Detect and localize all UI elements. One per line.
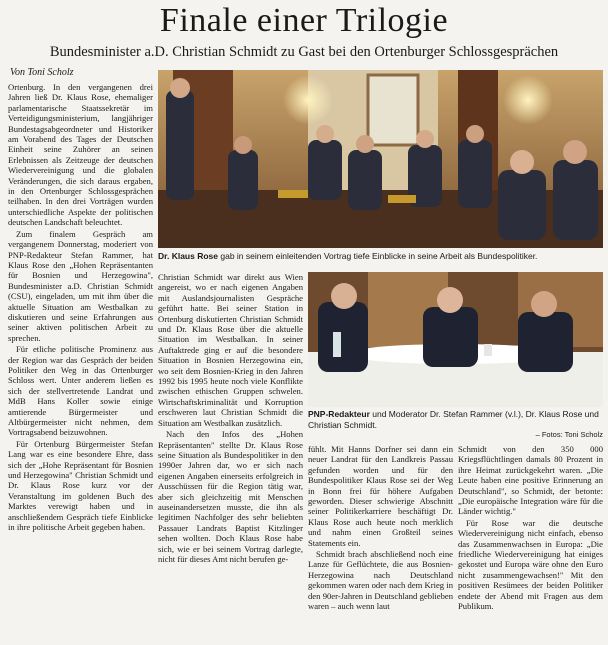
caption-photo-lecture [158, 251, 603, 262]
column-3 [308, 444, 453, 644]
photo-lecture [158, 70, 603, 248]
caption-bold: Dr. Klaus Rose [158, 251, 218, 261]
paragraph: Für Ortenburg Bürgermeister Stefan Lang war es eine besondere Ehre, dass sich der „Hohe Repräsentant für Bosnien und Herzegowina" Christian Schmidt und Dr. Klaus Rose kurz vor der Veranstaltung im goldenen Buch des Marktes verewigt haben und in anschließendem Gespräch tiefe Einblicke in ihre politische Arbeit gegeben haben. [8, 438, 153, 533]
caption-text: gab in seinem einleitenden Vortrag tiefe Einblicke in seine Arbeit als Bundespolitiker. [218, 251, 538, 261]
photo-panel-image [308, 272, 603, 407]
caption-bold: PNP-Redakteur [308, 409, 370, 419]
caption-text: und Moderator Dr. Stefan Rammer (v.l.), Dr. Klaus Rose und Christian Schmidt. [308, 409, 599, 430]
caption-photo-panel [308, 409, 603, 441]
byline: Von Toni Scholz [10, 67, 74, 78]
paragraph: Nach den Infos des „Hohen Repräsentanten" stellte Dr. Klaus Rose seine Situation als Bundespolitiker in den 1990er Jahren dar, wo er sich nach eigenen Angaben einerseits erfolgreich in Ausschüssen für die Region tätig war, aber sich gleichzeitig mit Menschen auseinandersetzen musste, die ihn als legitimen Nachfolger des sehr beliebten Passauer Landrats Baptist Kitzlinger sehen wollten. Doch Klaus Rose habe sich, wie er bei seinem Vortrag darlegte, nicht für dieses Amt nicht berufen ge- [158, 429, 303, 564]
paragraph: Zum finalem Gespräch am vergangenem Donnerstag, moderiert von PNP-Redakteur Stefan Rammer, hat Klaus Rose den „Hohen Repräsentanten für Bosnien und Herzegowina", Bundesminister a.D. Christian Schmidt (CSU), eingeladen, um mit ihm über die aktuelle Situation am Westbalkan zu diskutieren und seine Erfahrungen aus seiner aktiven politischen Arbeit zu sprechen. [8, 228, 153, 343]
column-2 [158, 272, 303, 642]
headline: Finale einer Trilogie [159, 2, 449, 39]
paragraph: fühlt. Mit Hanns Dorfner sei dann ein neuer Landrat für den Landkreis Passau gefunden worden und für den Bundespolitiker Klaus Rose sei der Weg in Bonn frei für höhere Aufgaben geworden. Dieser schwierige Abschnitt seiner Politikerkarriere beschäftigt Dr. Klaus Rose auch heute noch merklich und nahm einen Großteil seines Statements ein. [308, 444, 453, 548]
paragraph: Schmidt brach abschließend noch eine Lanze für Geflüchtete, die aus Bosnien-Herzegowina nach Deutschland gekommen waren oder nach dem Krieg in den 90er-Jahren in Deutschland geblieben waren – auch wenn laut [308, 549, 453, 612]
paragraph: Für etliche politische Prominenz aus der Region war das Gespräch der beiden Politiker den Weg in das Ortenburger Schloss wert. Unter anderem ließen es sich der stellvertretende Landrat und MdB Hans Koller sowie einige amtierende Bürgermeister und Altbürgermeister nicht nehmen, dem Vortragsabend beizuwohnen. [8, 344, 153, 438]
paragraph: Christian Schmidt war direkt aus Wien angereist, wo er nach eigenen Angaben mit Auslandsjournalisten Gespräche geführt hatte. Bei seiner Station in Ortenburg diskutierten Christian Schmidt und Dr. Klaus Rose über die aktuelle Situation im Westbalkan. In seiner Auftaktrede ging er auf die besondere Situation in Bosnien Herzegowina ein, wo seit dem Bosnien-Krieg in den Jahren 1992 bis 1995 heute noch viele Konflikte zwischen ethischen Gruppen schwelen. Wirtschaftskriminalität und Korruption erschweren laut Christian Schmidt die Situation am Westbalkan zusätzlich. [158, 272, 303, 428]
subheadline: Bundesminister a.D. Christian Schmidt zu Gast bei den Ortenburger Schlossgesprächen [49, 44, 559, 60]
paragraph: Ortenburg. In den vergangenen drei Jahren ließ Dr. Klaus Rose, ehemaliger parlamentarische Staatssekretär im Verteidigungsministerium, langjähriger Bundestagsabgeordneter und Historiker am Vorabend des Tages der Deutschen Einheit seine Zuhörer an seinen Erlebnissen als Zeitzeuge der deutschen Wiedervereinigung und die globalen Veränderungen, die sich daraus ergaben, in den Ortenburger Schlossgesprächen teilhaben. In den drei Vorträgen wurden unterschiedliche Aspekte der politischen deutschen Landschaft beleuchtet. [8, 82, 153, 228]
paragraph: Schmidt von den 350 000 Kriegsflüchtlingen damals 80 Prozent in ihre Heimat zurückgekehrt waren. „Die Leute haben eine positive Erinnerung an Deutschland", so Schmidt, der betonte: „Die europäische Integration wäre für die Länder wichtig." [458, 444, 603, 517]
photo-panel [308, 272, 603, 407]
paragraph: Für Rose war die deutsche Wiedervereinigung nicht einfach, ebenso das Zusammenwachsen in Europa: „Die friedliche Wiedervereinigung hat einiges gekostet und Europa wäre ohne den Euro nicht zusammengewachsen!" Mit den positiven Resümees der beiden Politiker endete der Abend mit Fragen aus dem Publikum. [458, 517, 603, 612]
column-1 [8, 82, 153, 642]
photo-credit: – Fotos: Toni Scholz [535, 430, 603, 439]
photo-lecture-image [158, 70, 603, 248]
column-4 [458, 444, 603, 644]
